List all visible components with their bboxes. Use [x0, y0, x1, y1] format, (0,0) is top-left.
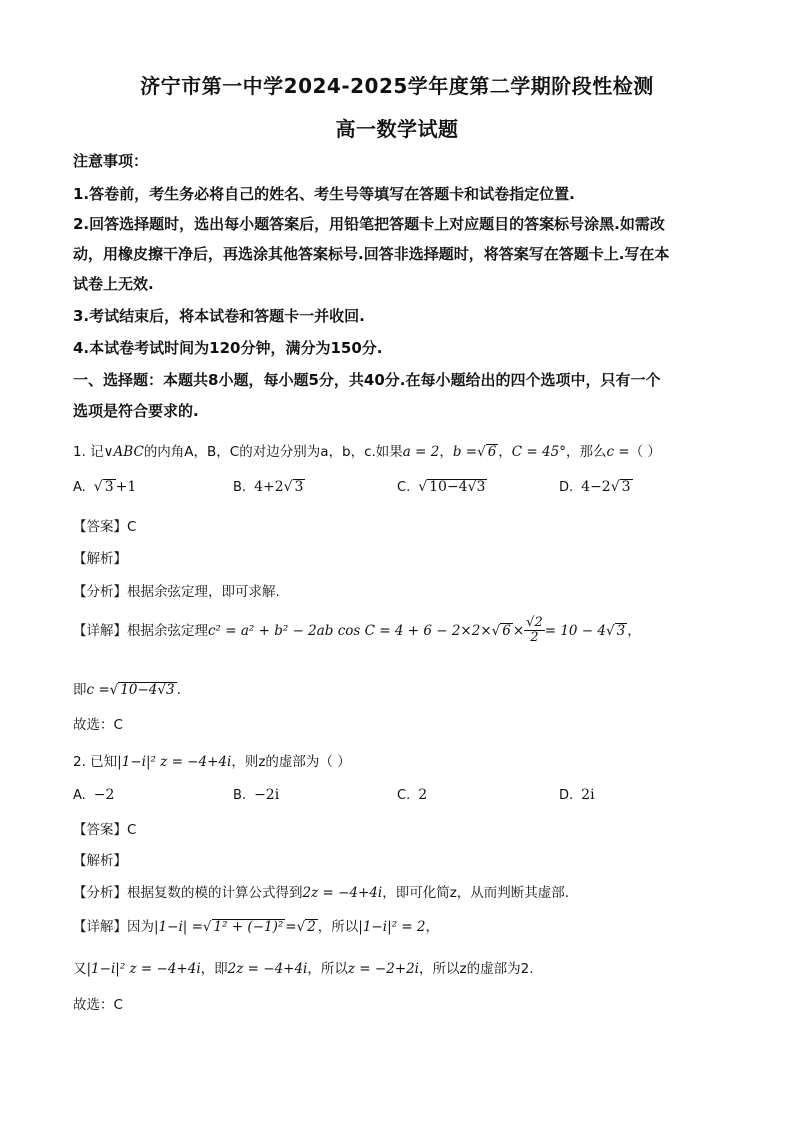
question-2-option-b: B. −2i: [233, 787, 280, 803]
question-1-option-b: B. 4+2√ 3: [233, 479, 304, 495]
note-item-4: 4.本试卷考试时间为120分钟，满分为150分.: [73, 339, 383, 357]
question-1-choice: 故选：C: [73, 717, 123, 733]
note-item-2-line-2: 动，用橡皮擦干净后，再选涂其他答案标号.回答非选择题时，将答案写在答题卡上.写在本: [73, 245, 670, 263]
section-heading-line-2: 选项是符合要求的.: [73, 402, 199, 420]
question-1-option-c: C. √ 10−4√3: [397, 479, 486, 495]
question-2-analysis: 【解析】: [73, 853, 127, 869]
question-1-fenxi: 【分析】根据余弦定理，即可求解.: [73, 584, 280, 600]
section-heading-line-1: 一、选择题：本题共8小题，每小题5分，共40分.在每小题给出的四个选项中，只有一个: [73, 371, 661, 389]
question-2-stem: 2. 已知|1−i|² z = −4+4i，则z的虚部为（ ）: [73, 754, 351, 770]
question-1-result: 即c =√ 10−4√3 .: [73, 682, 181, 698]
question-2-option-d: D. 2i: [559, 787, 595, 803]
question-1-option-d: D. 4−2√ 3: [559, 479, 631, 495]
question-1-answer: 【答案】C: [73, 519, 137, 535]
note-item-3: 3.考试结束后，将本试卷和答题卡一并收回.: [73, 307, 365, 325]
note-item-2-line-1: 2.回答选择题时，选出每小题答案后，用铅笔把答题卡上对应题目的答案标号涂黑.如需改: [73, 215, 665, 233]
question-1-stem: 1. 记∨ABC的内角A，B，C的对边分别为a，b，c.如果a = 2，b =√ 6 ，C = 45°，那么c =（ ）: [73, 444, 661, 460]
question-2-answer: 【答案】C: [73, 822, 137, 838]
question-1-detail: 【详解】根据余弦定理c² = a² + b² − 2ab cos C = 4 + 6 − 2×2×√ 6 × $\frac{√2}{2}$ = 10 − 4√ 3 ，: [73, 615, 641, 646]
question-1-analysis: 【解析】: [73, 551, 127, 567]
question-2-option-c: C. 2: [397, 787, 428, 803]
question-2-choice: 故选：C: [73, 997, 123, 1013]
question-2-detail-line-2: 又|1−i|² z = −4+4i，即2z = −4+4i，所以z = −2+2i，所以z的虚部为2.: [73, 961, 534, 977]
note-item-1: 1.答卷前，考生务必将自己的姓名、考生号等填写在答题卡和试卷指定位置.: [73, 185, 575, 203]
note-item-2-line-3: 试卷上无效.: [73, 275, 154, 293]
page-subtitle: 高一数学试题: [335, 117, 459, 141]
question-2-fenxi: 【分析】根据复数的模的计算公式得到2z = −4+4i，即可化简z，从而判断其虚部.: [73, 885, 570, 901]
question-2-option-a: A. −2: [73, 787, 115, 803]
notes-heading: 注意事项：: [73, 152, 149, 170]
question-1-option-a: A. √ 3 +1: [73, 479, 137, 495]
question-2-detail: 【详解】因为|1−i| =√ 1² + (−1)² =√ 2 ，所以|1−i|² = 2，: [73, 919, 440, 935]
page-title: 济宁市第一中学2024-2025学年度第二学期阶段性检测: [140, 74, 654, 98]
